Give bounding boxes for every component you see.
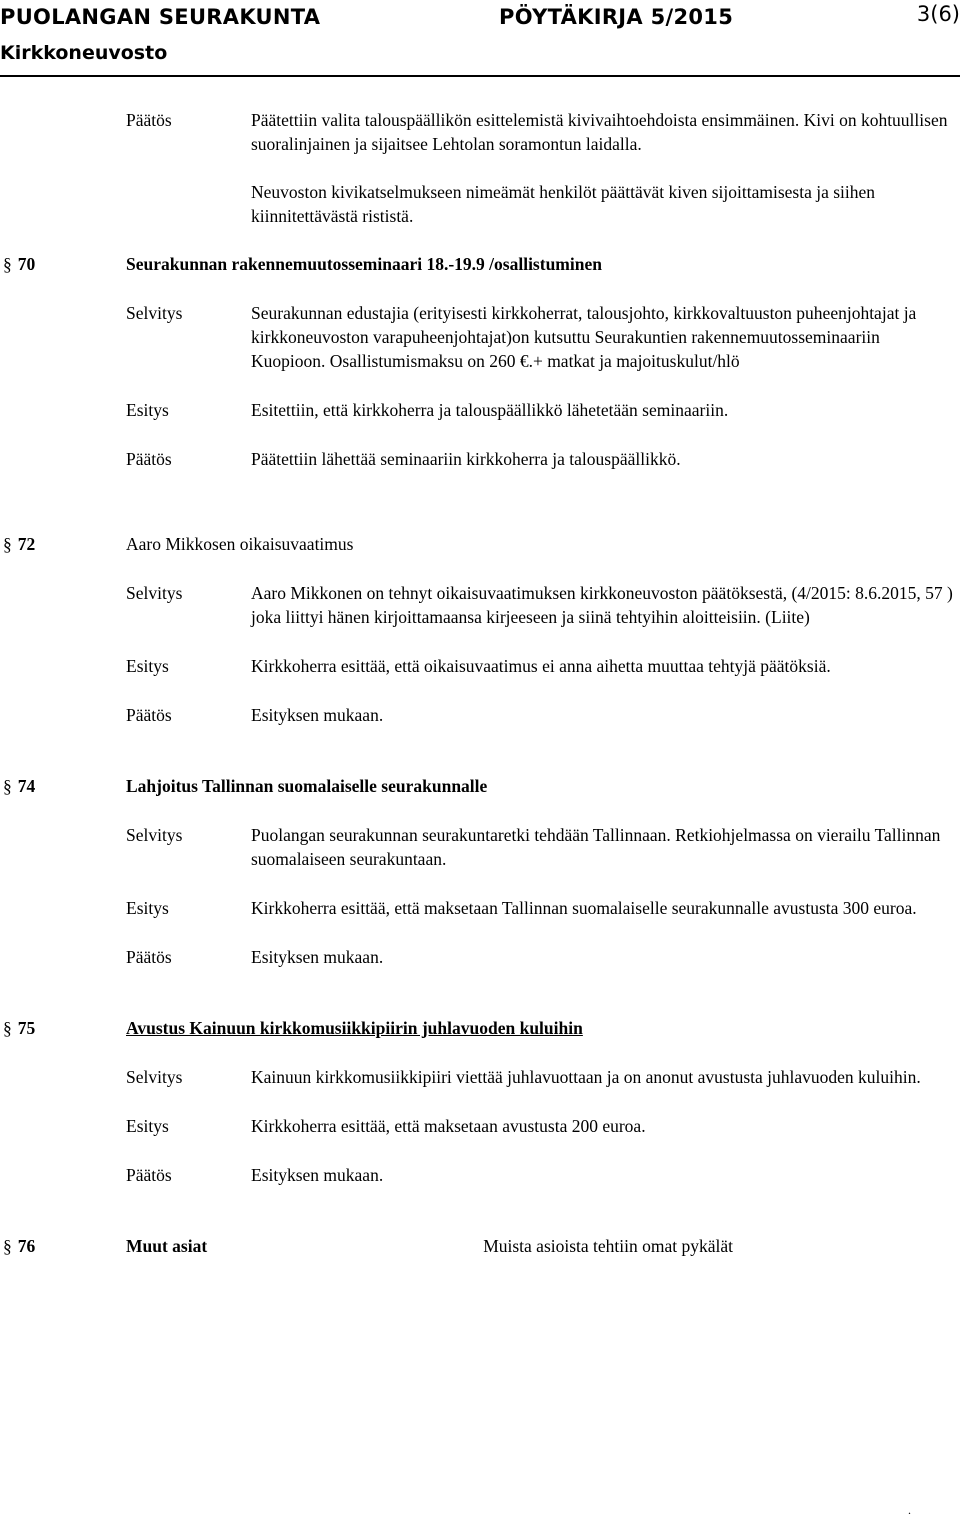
esitys-text: Kirkkoherra esittää, että maksetaan Tallinnan suomalaiselle seurakunnalle avustusta 300 euroa.	[251, 898, 917, 918]
esitys-row	[0, 896, 960, 920]
selvitys-label: Selvitys	[126, 1067, 183, 1087]
selvitys-label: Selvitys	[126, 583, 183, 603]
footer-mark: .	[908, 1503, 911, 1517]
esitys-text: Esitettiin, että kirkkoherra ja talouspäällikkö lähetetään seminaariin.	[251, 400, 729, 420]
section-heading-70	[0, 252, 960, 276]
header-page-number: 3(6)	[916, 2, 960, 26]
minutes-content	[0, 108, 960, 1283]
section-symbol: §	[3, 1236, 12, 1256]
esitys-text: Kirkkoherra esittää, että maksetaan avustusta 200 euroa.	[251, 1116, 646, 1136]
esitys-row	[0, 654, 960, 678]
selvitys-text: Seurakunnan edustajia (erityisesti kirkkoherrat, talousjohto, kirkkovaltuuston puheenjohtajat ja kirkkoneuvoston varapuheenjohtajat)on kutsuttu Seurakuntien rakennemuutosseminaariin Kuopioon. Osallistumismaksu on 260 €.+ matkat ja majoituskulut/hlö	[251, 303, 917, 371]
section-number: § 76	[3, 1236, 36, 1256]
paatos-label: Päätös	[126, 449, 172, 469]
section-heading-72	[0, 532, 960, 556]
selvitys-row	[0, 301, 960, 373]
paatos-paragraph: Päätettiin valita talouspäällikön esittelemistä kivivaihtoehdoista ensimmäinen. Kivi on kohtuullisen suoralinjainen ja sijaitsee Lehtolan soramontun laidalla.	[251, 110, 948, 154]
header-document-title: PÖYTÄKIRJA 5/2015	[499, 5, 734, 29]
paatos-label: Päätös	[126, 705, 172, 725]
selvitys-label: Selvitys	[126, 303, 183, 323]
spacer	[0, 496, 960, 532]
section-note: Muista asioista tehtiin omat pykälät	[483, 1236, 734, 1256]
paatos-text	[251, 108, 960, 252]
section-number: § 72	[3, 534, 36, 554]
spacer	[0, 1212, 960, 1234]
paatos-text: Esityksen mukaan.	[251, 1165, 384, 1185]
section-title: Lahjoitus Tallinnan suomalaiselle seurakunnalle	[126, 776, 488, 796]
selvitys-row	[0, 823, 960, 871]
esitys-label: Esitys	[126, 656, 169, 676]
esitys-row	[0, 1114, 960, 1138]
section-title: Seurakunnan rakennemuutosseminaari 18.-19.9 /osallistuminen	[126, 254, 602, 274]
selvitys-text: Aaro Mikkonen on tehnyt oikaisuvaatimuksen kirkkoneuvoston päätöksestä, (4/2015: 8.6.2015, 57 ) joka liittyi hänen kirjoittamaansa kirjeeseen ja siinä tehtyihin aloitteisiin. (Liite)	[251, 583, 953, 627]
spacer	[0, 752, 960, 774]
section-symbol: §	[3, 776, 12, 796]
section-symbol: §	[3, 1018, 12, 1038]
paatos-text: Päätettiin lähettää seminaariin kirkkoherra ja talouspäällikkö.	[251, 449, 681, 469]
paatos-row	[0, 447, 960, 471]
selvitys-label: Selvitys	[126, 825, 183, 845]
esitys-label: Esitys	[126, 1116, 169, 1136]
header-divider	[0, 75, 960, 77]
paatos-row	[0, 703, 960, 727]
spacer	[0, 994, 960, 1016]
section-heading-75	[0, 1016, 960, 1040]
section-number: § 70	[3, 254, 36, 274]
esitys-label: Esitys	[126, 400, 169, 420]
selvitys-row	[0, 1065, 960, 1089]
esitys-text: Kirkkoherra esittää, että oikaisuvaatimus ei anna aihetta muuttaa tehtyjä päätöksiä.	[251, 656, 831, 676]
section-number: § 75	[3, 1018, 36, 1038]
paatos-label: Päätös	[126, 1165, 172, 1185]
selvitys-text: Puolangan seurakunnan seurakuntaretki tehdään Tallinnaan. Retkiohjelmassa on vierailu Tallinnan suomalaiseen seurakuntaan.	[251, 825, 941, 869]
esitys-label: Esitys	[126, 898, 169, 918]
selvitys-row	[0, 581, 960, 629]
section-title: Aaro Mikkosen oikaisuvaatimus	[126, 534, 354, 554]
paatos-label: Päätös	[126, 947, 172, 967]
section-title: Muut asiat	[126, 1236, 208, 1256]
paatos-text: Esityksen mukaan.	[251, 705, 384, 725]
section-title: Avustus Kainuun kirkkomusiikkipiirin juhlavuoden kuluihin	[126, 1018, 583, 1038]
section-symbol: §	[3, 254, 12, 274]
esitys-row	[0, 398, 960, 422]
header-organization: PUOLANGAN SEURAKUNTA	[0, 5, 321, 29]
section-heading-74	[0, 774, 960, 798]
paatos-text: Esityksen mukaan.	[251, 947, 384, 967]
section-heading-76	[0, 1234, 960, 1258]
selvitys-text: Kainuun kirkkomusiikkipiiri viettää juhlavuottaan ja on anonut avustusta juhlavuoden kuluihin.	[251, 1067, 921, 1087]
paatos-row	[0, 945, 960, 969]
prev-paatos-row	[0, 108, 960, 252]
paatos-paragraph: Neuvoston kivikatselmukseen nimeämät henkilöt päättävät kiven sijoittamisesta ja siihen kiinnitettävästä rististä.	[251, 182, 876, 226]
section-symbol: §	[3, 534, 12, 554]
paatos-row	[0, 1163, 960, 1187]
header-body-name: Kirkkoneuvosto	[0, 42, 168, 64]
section-number: § 74	[3, 776, 36, 796]
paatos-label: Päätös	[126, 110, 172, 130]
